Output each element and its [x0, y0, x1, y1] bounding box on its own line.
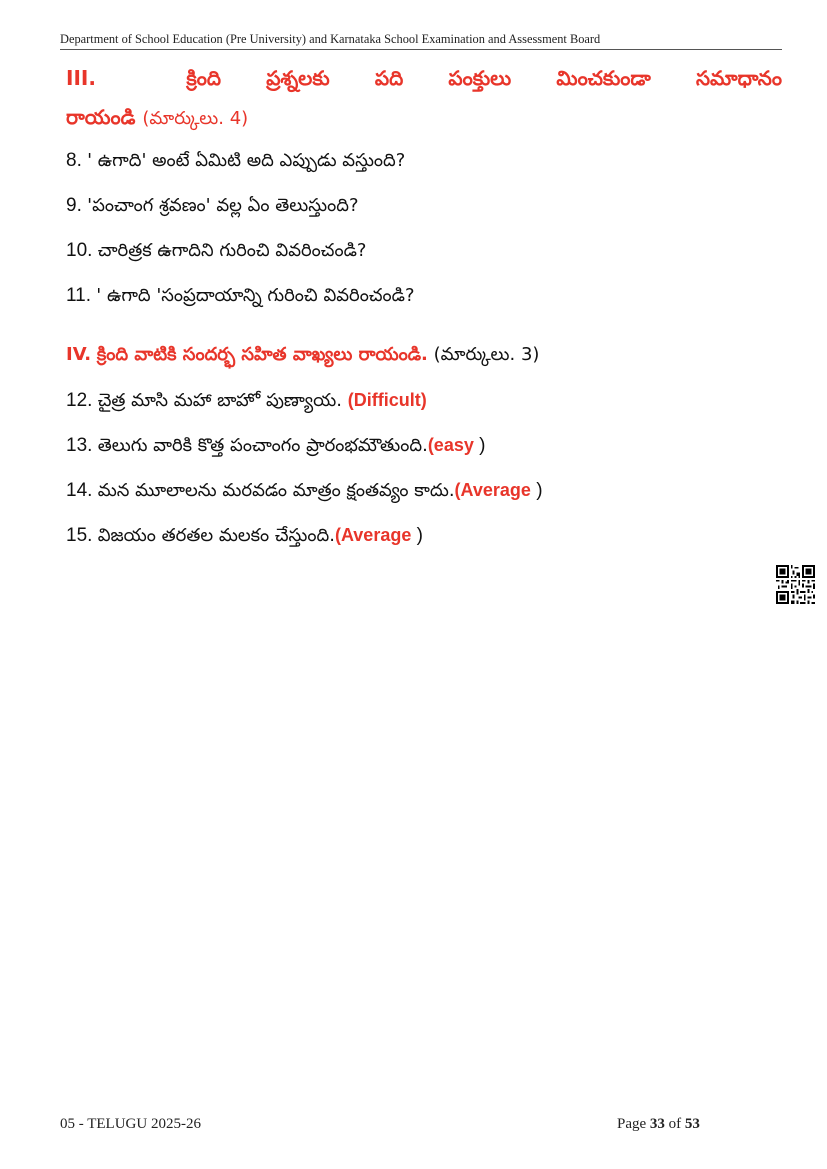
- question-13: [66, 431, 485, 460]
- difficulty-label: (easy: [427, 435, 474, 455]
- footer-page-number: [617, 1116, 700, 1133]
- page-current: 33: [649, 1116, 665, 1132]
- question-text: విజయం తరతల మలకం చేస్తుంది.: [97, 525, 335, 546]
- question-text: తెలుగు వారికి కొత్త పంచాంగం ప్రారంభమౌతుంది.: [97, 435, 428, 456]
- question-14: [66, 476, 543, 505]
- difficulty-label: (Average: [454, 480, 531, 500]
- question-text: చైత్ర మాసి మహా బాహో పుణ్యాయ.: [97, 390, 348, 411]
- difficulty-label: (Difficult): [347, 390, 427, 410]
- question-9: [66, 192, 359, 220]
- question-12: [66, 386, 427, 415]
- difficulty-close: ): [473, 435, 486, 456]
- difficulty-close: ): [530, 480, 543, 501]
- section-4-marks: (మార్కులు. 3): [433, 344, 540, 365]
- section-4-title: క్రింది వాటికి సందర్భ సహిత వాఖ్యలు రాయండి.: [96, 344, 428, 365]
- question-number: 10.: [66, 240, 98, 261]
- section-3-marks: (మార్కులు. 4): [142, 108, 249, 129]
- question-text: 'పంచాంగ శ్రవణం' వల్ల ఏం తెలుస్తుంది?: [87, 195, 359, 216]
- section-3-numeral: III.: [66, 66, 96, 90]
- question-11: [66, 282, 415, 310]
- question-15: [66, 521, 423, 550]
- question-text: ' ఉగాది' అంటే ఏమిటి అది ఎప్పుడు వస్తుంది?: [87, 150, 406, 171]
- section-3-heading: [66, 56, 782, 100]
- question-number: 9.: [66, 195, 88, 216]
- section-3-heading-line2: [66, 100, 248, 136]
- difficulty-close: ): [411, 525, 423, 546]
- page-header: Department of School Education (Pre University) and Karnataka School Examination and Assessment Board: [60, 32, 782, 50]
- question-10: [66, 237, 366, 265]
- difficulty-label: (Average: [334, 525, 412, 545]
- question-number: 13.: [66, 435, 98, 456]
- qr-code-icon: [776, 565, 815, 604]
- section-4-numeral: IV.: [66, 344, 92, 365]
- section-3-title-line1: క్రింది ప్రశ్నలకు పది పంక్తులు మించకుండా సమాధానం: [186, 66, 782, 90]
- question-number: 14.: [66, 480, 98, 501]
- section-3-title-line2: రాయండి: [66, 105, 136, 129]
- question-text: మన మూలాలను మరవడం మాత్రం క్షంతవ్యం కాదు.: [97, 480, 455, 501]
- question-text: చారిత్రక ఉగాదిని గురించి వివరించండి?: [97, 240, 367, 261]
- page-of: of: [664, 1116, 685, 1132]
- question-text: ' ఉగాది 'సంప్రదాయాన్ని గురించి వివరించండి?: [96, 285, 415, 306]
- question-8: [66, 147, 405, 175]
- page-prefix: Page: [617, 1116, 650, 1132]
- section-4-heading: [66, 341, 539, 369]
- question-number: 12.: [66, 390, 98, 411]
- question-number: 15.: [66, 525, 98, 546]
- footer-subject: 05 - TELUGU 2025-26: [60, 1116, 201, 1132]
- page-total: 53: [684, 1116, 700, 1132]
- question-number: 8.: [66, 150, 88, 171]
- question-number: 11.: [66, 285, 97, 306]
